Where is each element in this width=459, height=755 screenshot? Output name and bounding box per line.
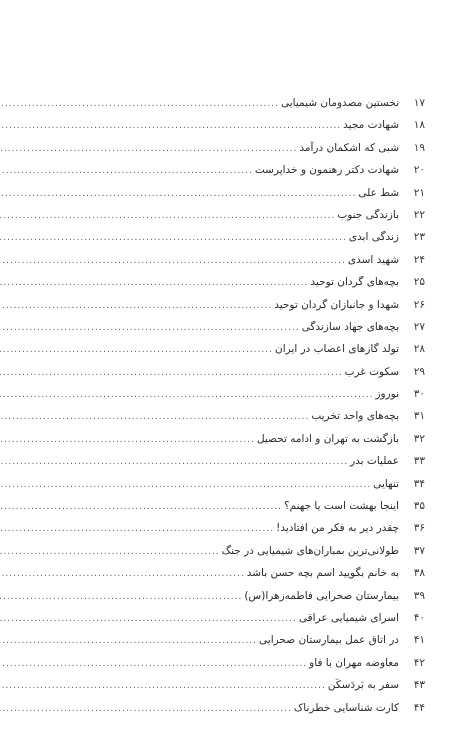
entry-number: ۲۳ <box>413 231 425 244</box>
entry-number: ۲۹ <box>413 365 425 378</box>
entry-title: کارت شناسایی خطرناک <box>293 701 399 714</box>
toc-entry[interactable] <box>34 343 425 365</box>
dot-leader <box>0 121 341 131</box>
entry-title: بچه‌های گردان توحید <box>310 276 399 289</box>
entry-title: نوروز <box>375 388 399 401</box>
toc-entry[interactable] <box>34 97 425 119</box>
entry-number: ۲۴ <box>413 253 425 266</box>
entry-title: تنهایی <box>373 477 399 490</box>
entry-title: نخستین مصدومان شیمیایی <box>281 97 399 109</box>
toc-entry[interactable] <box>34 142 425 164</box>
dot-leader <box>0 166 253 176</box>
dot-leader <box>0 345 273 355</box>
dot-leader <box>0 681 326 691</box>
toc-entry[interactable] <box>34 410 425 432</box>
dot-leader <box>0 524 274 534</box>
entry-number: ۲۷ <box>413 320 425 333</box>
dot-leader <box>0 547 220 557</box>
entry-title: شبی که اشکمان درآمد <box>299 141 399 154</box>
entry-number: ۱۸ <box>413 119 425 132</box>
entry-title: به خانم بگویید اسم بچه حسن باشد <box>246 567 399 580</box>
entry-number: ۴۴ <box>413 701 425 714</box>
dot-leader <box>0 502 282 512</box>
dot-leader <box>0 614 297 624</box>
toc-entry[interactable] <box>34 231 425 253</box>
entry-title: شهدا و جانبازان گردان توحید <box>274 298 399 311</box>
entry-number: ۲۶ <box>413 298 425 311</box>
entry-number: ۴۳ <box>413 679 425 692</box>
dot-leader <box>0 211 335 221</box>
dot-leader <box>0 99 279 109</box>
dot-leader <box>0 233 347 243</box>
toc-entry[interactable] <box>34 321 425 343</box>
toc-entry[interactable] <box>34 366 425 388</box>
entry-title: زندگی ابدی <box>348 231 399 244</box>
entry-number: ۳۱ <box>413 410 425 423</box>
entry-number: ۳۷ <box>413 544 425 557</box>
toc-entry[interactable] <box>34 433 425 455</box>
dot-leader <box>0 278 308 288</box>
toc-entry[interactable] <box>34 254 425 276</box>
dot-leader <box>0 457 348 467</box>
toc-entry[interactable] <box>34 209 425 231</box>
toc-entry[interactable] <box>34 187 425 209</box>
entry-number: ۴۲ <box>413 656 425 669</box>
entry-title: اسرای شیمیایی عراقی <box>298 611 399 624</box>
dot-leader <box>0 412 309 422</box>
entry-number: ۲۸ <box>413 343 425 356</box>
toc-entry[interactable] <box>34 455 425 477</box>
dot-leader <box>0 636 257 646</box>
dot-leader <box>0 704 292 714</box>
toc-entry[interactable] <box>34 478 425 500</box>
toc-entry[interactable] <box>34 276 425 298</box>
dot-leader <box>0 435 255 445</box>
entry-title: سکوت غرب <box>344 365 399 378</box>
dot-leader <box>0 592 242 602</box>
toc-entry[interactable] <box>34 545 425 567</box>
entry-number: ۴۰ <box>413 611 425 624</box>
entry-title: چقدر دیر به فکر من افتادید! <box>276 522 399 535</box>
entry-title: بازندگی جنوب <box>337 208 399 221</box>
dot-leader <box>0 659 307 669</box>
entry-number: ۳۶ <box>413 522 425 535</box>
toc-entry[interactable] <box>34 164 425 186</box>
entry-number: ۳۸ <box>413 567 425 580</box>
toc-entry[interactable] <box>34 679 425 701</box>
entry-number: ۲۰ <box>413 164 425 177</box>
toc-entry[interactable] <box>34 612 425 634</box>
dot-leader <box>0 189 356 199</box>
dot-leader <box>0 301 272 311</box>
dot-leader <box>0 144 297 154</box>
entry-number: ۱۷ <box>413 97 425 109</box>
entry-number: ۲۱ <box>413 186 425 199</box>
entry-title: طولانی‌ترین بمباران‌های شیمیایی در جنگ <box>221 544 399 557</box>
entry-number: ۳۵ <box>413 500 425 513</box>
entry-number: ۳۴ <box>413 477 425 490</box>
entry-title: اینجا بهشت است یا جهنم؟ <box>284 500 399 513</box>
entry-number: ۱۹ <box>413 141 425 154</box>
entry-title: شهادت مجید <box>343 119 399 132</box>
entry-title: شهید اسدی <box>347 253 399 266</box>
entry-title: بازگشت به تهران و ادامه تحصیل <box>256 432 399 445</box>
entry-title: بچه‌های جهاد سازندگی <box>301 320 399 333</box>
toc-entry[interactable] <box>34 657 425 679</box>
entry-title: معاوضه مهران با فاو <box>309 656 399 669</box>
entry-number: ۳۰ <box>413 388 425 401</box>
toc-entry[interactable] <box>34 500 425 522</box>
entry-number: ۲۵ <box>413 276 425 289</box>
toc-entry[interactable] <box>34 388 425 410</box>
table-of-contents <box>34 97 425 724</box>
dot-leader <box>0 256 346 266</box>
entry-title: بچه‌های واحد تخریب <box>311 410 399 423</box>
entry-title: در اتاق عمل بیمارستان صحرایی <box>259 634 399 647</box>
entry-number: ۳۲ <box>413 432 425 445</box>
entry-title: تولد گازهای اعصاب در ایران <box>274 343 399 356</box>
toc-entry[interactable] <box>34 634 425 656</box>
toc-entry[interactable] <box>34 590 425 612</box>
entry-title: سفر به بَردَسکَن <box>327 679 399 692</box>
entry-number: ۴۱ <box>413 634 425 647</box>
entry-title: شهادت دکتر رهنمون و خداپرست <box>254 164 399 177</box>
toc-entry[interactable] <box>34 119 425 141</box>
dot-leader <box>0 368 343 378</box>
toc-entry[interactable] <box>34 567 425 589</box>
dot-leader <box>0 390 373 400</box>
toc-entry[interactable] <box>34 702 425 724</box>
dot-leader <box>0 480 371 490</box>
entry-title: بیمارستان صحرایی فاطمه‌زهرا(س) <box>244 589 399 602</box>
entry-number: ۲۲ <box>413 208 425 221</box>
dot-leader <box>0 323 300 333</box>
entry-number: ۳۹ <box>413 589 425 602</box>
toc-entry[interactable] <box>34 299 425 321</box>
dot-leader <box>0 569 245 579</box>
toc-entry[interactable] <box>34 522 425 544</box>
entry-number: ۳۳ <box>413 455 425 468</box>
entry-title: شط علی <box>358 186 399 199</box>
entry-title: عملیات بدر <box>350 455 399 468</box>
